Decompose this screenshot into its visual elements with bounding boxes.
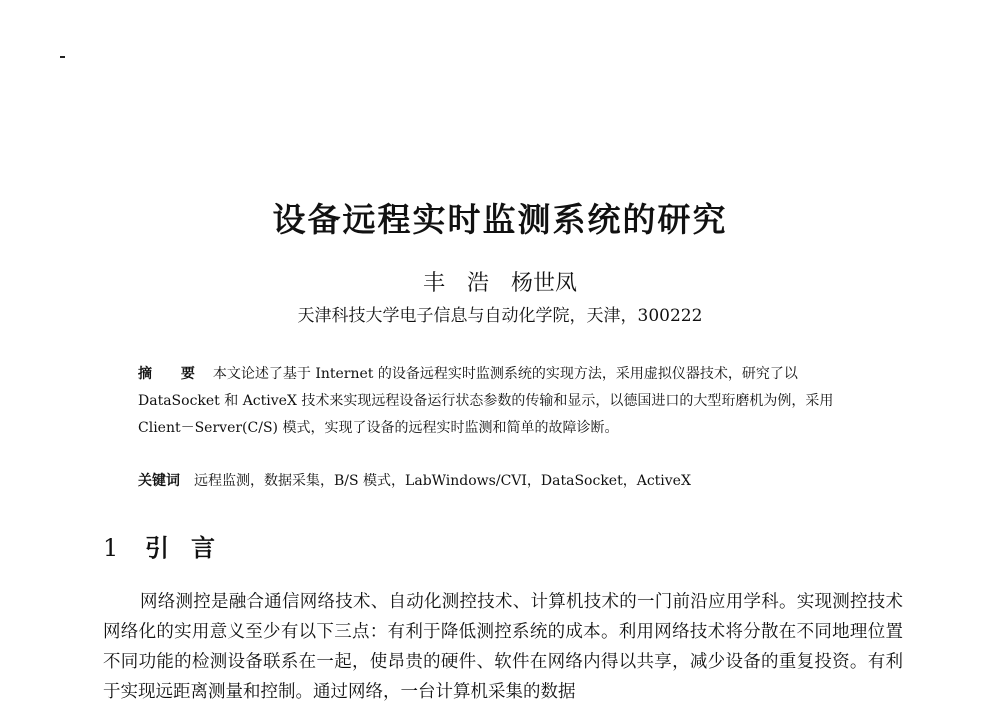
section-heading <box>103 528 237 563</box>
paper-affiliation: 天津科技大学电子信息与自动化学院，天津，300222 <box>297 306 703 326</box>
keywords-label: 关键词 <box>138 473 180 489</box>
keywords-block <box>138 470 878 490</box>
abstract-text: 本文论述了基于 Internet 的设备远程实时监测系统的实现方法，采用虚拟仪器技术，研究了以 DataSocket 和 ActiveX 技术来实现远程设备运行状态参数的传输和显示，以德国进口的大型珩磨机为例，采用 Client－Server(C/S) 模式，实现了设备的远程实时监测和简单的故障诊断。 <box>138 366 834 436</box>
abstract-label: 摘 要 <box>138 366 207 382</box>
keywords-text: 远程监测，数据采集，B/S 模式，LabWindows/CVI，DataSocket，ActiveX <box>194 473 691 489</box>
section-title: 引言 <box>145 534 237 562</box>
section-number: 1 <box>103 534 119 562</box>
paper-authors: 丰 浩 杨世凤 <box>422 271 577 296</box>
paper-title: 设备远程实时监测系统的研究 <box>272 200 728 239</box>
body-paragraph: 网络测控是融合通信网络技术、自动化测控技术、计算机技术的一门前沿应用学科。实现测控技术网络化的实用意义至少有以下三点：有利于降低测控系统的成本。利用网络技术将分散在不同地理位置不同功能的检测设备联系在一起，使昂贵的硬件、软件在网络内得以共享，减少设备的重复投资。有利于实现远距离测量和控制。通过网络，一台计算机采集的数据 <box>103 592 903 702</box>
scan-speck <box>60 56 65 58</box>
abstract-block <box>138 361 868 442</box>
